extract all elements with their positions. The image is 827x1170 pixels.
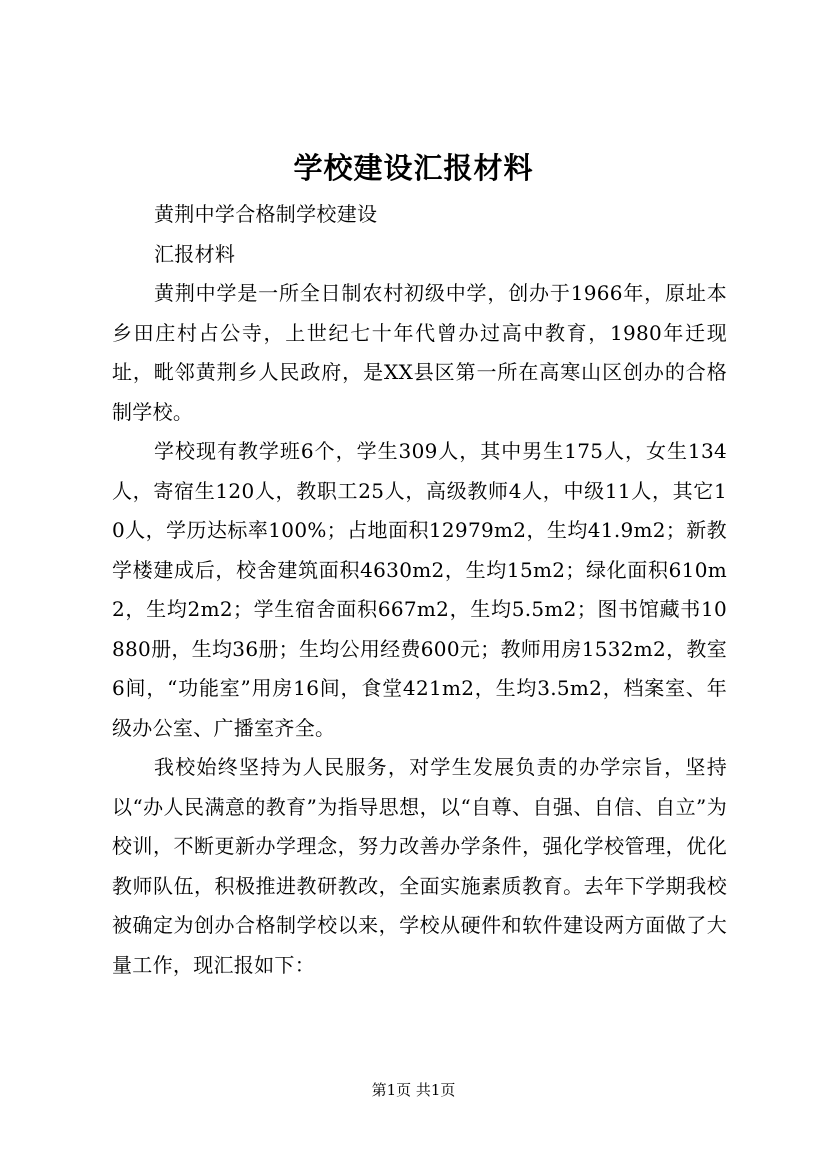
document-body bbox=[112, 195, 727, 985]
subtitle-line-1: 黄荆中学合格制学校建设 bbox=[154, 202, 378, 226]
paragraph-school-philosophy: 我校始终坚持为人民服务，对学生发展负责的办学宗旨，坚持以“办人民满意的教育”为指导思想，以“自尊、自强、自信、自立”为校训，不断更新办学理念，努力改善办学条件，强化学校管理，优化教师队伍，积极推进教研教改，全面实施素质教育。去年下学期我校被确定为创办合格制学校以来，学校从硬件和软件建设两方面做了大量工作，现汇报如下： bbox=[112, 755, 727, 977]
subtitle-line-2: 汇报材料 bbox=[154, 241, 236, 266]
page-footer: 第1页 共1页 bbox=[371, 1081, 456, 1099]
document-title: 学校建设汇报材料 bbox=[293, 151, 534, 185]
paragraph-school-history: 黄荆中学是一所全日制农村初级中学，创办于1966年，原址本乡田庄村占公寺，上世纪七十年代曾办过高中教育，1980年迁现址，毗邻黄荆乡人民政府，是XX县区第一所在高寒山区创办的合格制学校。 bbox=[112, 281, 727, 424]
paragraph-school-statistics: 学校现有教学班6个，学生309人，其中男生175人，女生134人，寄宿生120人，教职工25人，高级教师4人，中级11人，其它10人，学历达标率100%；占地面积12979m2，生均41.9m2；新教学楼建成后，校舍建筑面积4630m2，生均15m2；绿化面积610m2，生均2m2；学生宿舍面积667m2，生均5.5m2；图书馆藏书10880册，生均36册；生均公用经费600元；教师用房1532m2，教室6间，“功能室”用房16间，食堂421m2，生均3.5m2，档案室、年级办公室、广播室齐全。 bbox=[112, 439, 727, 740]
